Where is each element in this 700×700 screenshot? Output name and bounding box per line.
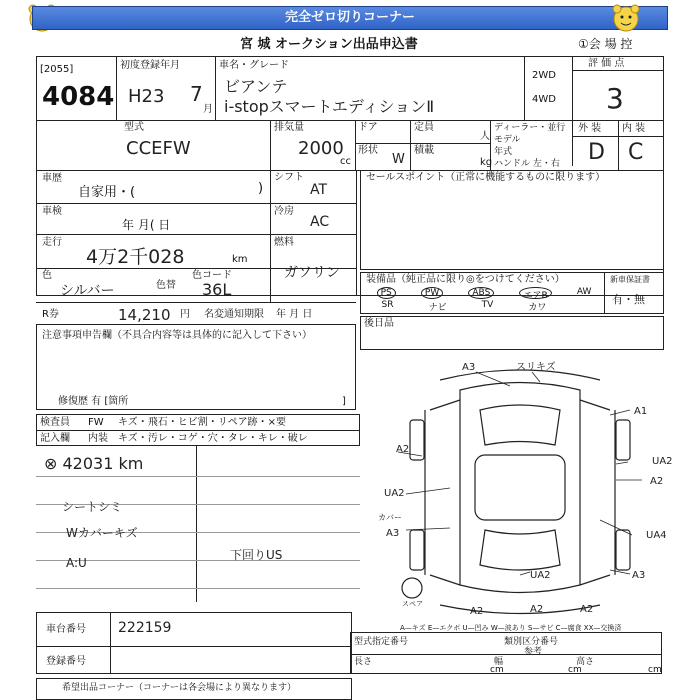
diagram-label: UA2 xyxy=(652,456,673,467)
period-label: 名変通知期限 xyxy=(204,309,264,320)
sales-label: セールスポイント（正常に機能するものに限ります） xyxy=(366,172,606,183)
inspector-row2: キズ・汚レ・コゲ・穴・タレ・キレ・破レ xyxy=(118,433,308,444)
rear-label: 後日品 xyxy=(364,318,394,329)
exterior-label: 外 装 xyxy=(578,123,602,134)
shape-label: 形状 xyxy=(358,145,378,156)
shift-label: シフト xyxy=(274,172,304,183)
drive-2wd: 2WD xyxy=(532,70,556,81)
equipment-bottom-row xyxy=(364,300,564,312)
lot-code: [2055] xyxy=(40,64,74,75)
equip-aw: AW xyxy=(576,287,592,297)
chassis-label: 車台番号 xyxy=(46,624,86,635)
inspector-label: 検査員 xyxy=(40,417,70,428)
diagram-label: A2 xyxy=(530,604,544,615)
model-year-label: 年式 xyxy=(494,147,513,157)
diagram-label: UA2 xyxy=(530,570,551,581)
height-label: 高さ xyxy=(576,657,595,667)
color-value: シルバー xyxy=(60,283,115,299)
eval-label: 評 価 点 xyxy=(588,58,625,69)
equip-tv: TV xyxy=(481,300,494,310)
inspection-label: 車検 xyxy=(42,206,62,217)
equip-sr: SR xyxy=(381,300,394,310)
width-label: 幅 xyxy=(494,657,504,667)
tax-unit: 円 xyxy=(180,309,190,320)
memo-au: A:U xyxy=(66,556,87,570)
new-warranty-value: 有・無 xyxy=(612,293,645,306)
memo-underbody: 下回りUS xyxy=(230,548,283,562)
mileage-unit: km xyxy=(232,254,248,265)
eval-score: 3 xyxy=(606,82,624,115)
tax-value: 14,210 xyxy=(118,306,171,324)
door-label: ドア xyxy=(358,122,378,133)
spec-type-no: 型式指定番号 xyxy=(354,637,409,647)
notes-label: 注意事項申告欄（不具合内容等は具体的に記入して下さい） xyxy=(42,330,312,341)
diagram-label: スリキズ xyxy=(516,362,556,373)
capacity-label: 定員 xyxy=(414,122,434,133)
chassis-number: 222159 xyxy=(118,620,172,636)
shift-value: AT xyxy=(310,182,328,198)
ac-label: 冷房 xyxy=(274,206,294,217)
equip-pw: PW xyxy=(421,287,443,299)
plate-label: 登録番号 xyxy=(46,656,86,667)
car-damage-diagram xyxy=(370,360,673,620)
color-code-label: 色コード xyxy=(192,270,232,281)
form-title: 宮 城 オークション出品申込書 xyxy=(240,37,418,52)
history-label: 車歴 xyxy=(42,173,62,184)
record-interior: 内装 xyxy=(88,433,108,444)
equip-navi: ナビ xyxy=(428,303,447,313)
diagram-label: A1 xyxy=(634,406,648,417)
memo-mileage: ⊗ 42031 km xyxy=(44,454,144,473)
memo-cover-scratch: Wカバーキズ xyxy=(66,526,138,540)
fuel-label: 燃料 xyxy=(274,237,294,248)
first-reg-era: H23 xyxy=(128,86,165,107)
new-warranty-label: 新車保証書 xyxy=(610,275,650,284)
engine-unit: cc xyxy=(340,156,351,167)
history-value: 自家用・( xyxy=(78,185,136,200)
diagram-label: スペア xyxy=(402,600,423,608)
engine-label: 排気量 xyxy=(274,122,304,133)
load-unit: kg xyxy=(480,157,493,168)
equipment-top-row xyxy=(364,287,604,299)
car-name-label: 車名・グレード xyxy=(219,60,289,71)
history-close: ) xyxy=(258,181,264,196)
diagram-label: A2 xyxy=(580,604,594,615)
banner: 完全ゼロ切りコーナー xyxy=(32,6,668,30)
length-unit: cm xyxy=(490,665,504,675)
length-label: 長さ xyxy=(354,657,373,667)
diagram-label: A2 xyxy=(470,606,484,617)
interior-grade: C xyxy=(628,140,644,165)
fuel-value: ガソリン xyxy=(284,265,340,281)
model-value: CCEFW xyxy=(126,138,191,159)
mileage-value: 4万2千028 xyxy=(86,246,185,268)
inspection-value: 年 月( 日 xyxy=(122,218,171,232)
damage-legend: A—キズ E—エクボ U—凹み W—波あり S—サビ C—腐食 XX—交換済 xyxy=(400,624,622,632)
first-reg-month-unit: 月 xyxy=(203,104,213,115)
wish-corner-label: 希望出品コーナー（コーナーは各会場により異なります） xyxy=(62,683,297,693)
first-reg-label: 初度登録年月 xyxy=(120,60,180,71)
width-unit: cm xyxy=(568,665,582,675)
shape-value: W xyxy=(392,152,405,167)
diagram-label: UA4 xyxy=(646,530,667,541)
dealer-label: ディーラー・並行 xyxy=(494,123,566,133)
mascot-right-icon xyxy=(610,2,642,34)
diagram-label: A2 xyxy=(396,444,410,455)
car-name: ビアンテ xyxy=(224,77,288,96)
diagram-label: A3 xyxy=(462,362,476,373)
repair-history: 修復歴 有 [箇所 xyxy=(58,396,129,407)
drive-4wd: 4WD xyxy=(532,94,556,105)
diagram-label: カバー xyxy=(378,513,402,522)
equip-airbag: エアB xyxy=(519,287,551,299)
spec-class-no: 類別区分番号 xyxy=(504,637,559,647)
diagram-label: A3 xyxy=(386,528,400,539)
interior-label: 内 装 xyxy=(622,123,646,134)
rear-box xyxy=(360,316,664,350)
equip-leather: カワ xyxy=(528,303,547,313)
inspector-row1: キズ・飛石・ヒビ割・リペア跡・×要 xyxy=(118,417,286,428)
equipment-label: 装備品（純正品に限り◎をつけてください） xyxy=(366,274,565,285)
engine-value: 2000 xyxy=(298,138,344,159)
handle-label: ハンドル 左・右 xyxy=(494,159,560,169)
equip-abs: ABS xyxy=(468,287,494,299)
venue-copy: ①会 場 控 xyxy=(578,37,633,51)
exterior-grade: D xyxy=(588,140,605,165)
diagram-label: A3 xyxy=(632,570,646,581)
ac-value: AC xyxy=(310,214,330,230)
model-change-label: モデル xyxy=(494,135,521,145)
record-label: 記入欄 xyxy=(40,433,70,444)
sales-box xyxy=(360,170,664,270)
first-reg-month: 7 xyxy=(190,82,203,106)
car-grade: i-stopスマートエディションⅡ xyxy=(224,97,435,116)
mileage-label: 走行 xyxy=(42,237,62,248)
inspector-fw: FW xyxy=(88,417,104,428)
spec-ref: 参考 xyxy=(524,647,543,657)
memo-seat-stain: シートシミ xyxy=(62,500,123,514)
equip-ps: PS xyxy=(377,287,396,299)
tax-label: R券 xyxy=(42,309,59,320)
color-label: 色 xyxy=(42,270,52,281)
lot-number: 4084 xyxy=(42,82,115,112)
capacity-unit: 人 xyxy=(480,131,490,142)
height-unit: cm xyxy=(648,665,662,675)
period-value: 年 月 日 xyxy=(276,309,313,320)
color-change-label: 色替 xyxy=(156,280,176,291)
load-label: 積載 xyxy=(414,145,434,156)
model-label: 型式 xyxy=(124,122,144,133)
color-code: 36L xyxy=(202,280,232,299)
diagram-label: UA2 xyxy=(384,488,405,499)
diagram-label: A2 xyxy=(650,476,664,487)
repair-close: ] xyxy=(342,396,346,407)
